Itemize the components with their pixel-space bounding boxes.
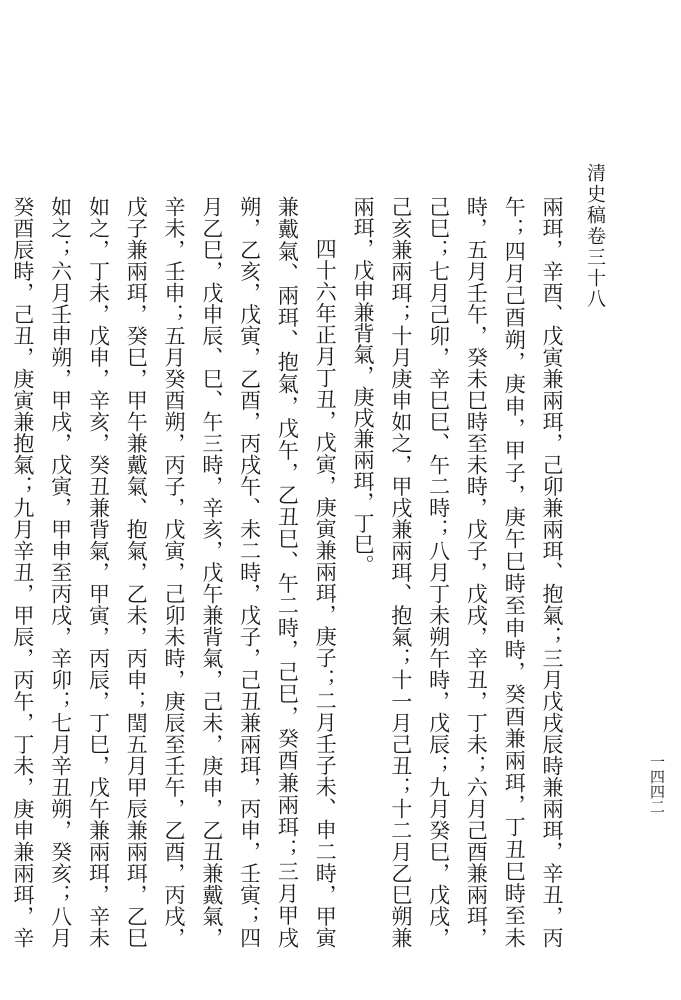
paragraph-continued: 兩珥，辛酉、戊寅兼兩珥，己卯兼兩珥、抱氣；三月戊戌辰時兼兩珥，辛丑，丙午；四月己酉朔，庚申，甲子，庚午巳時至申時，癸酉兼兩珥，丁丑巳時至未時，五月壬午，癸未巳時至未時，戊子，戊戌，辛丑，丁未；六月己酉兼兩珥，己巳；七月己卯，辛巳巳、午二時；八月丁未朔午時，戊辰；九月癸巳，戊戌，己亥兼兩珥；十月庚申如之，甲戌兼兩珥、抱氣；十一月己丑；十二月乙巳朔兼兩珥，戊申兼背氣，庚戌兼兩珥，丁巳。 — [351, 196, 564, 948]
paragraph-year-46: 四十六年正月丁丑，戊寅，庚寅兼兩珥，庚子；二月壬子未、申二時，甲寅兼戴氣、兩珥、抱氣，戊午，乙丑巳、午二時，己巳，癸酉兼兩珥；三月甲戌朔，乙亥，戊寅，乙酉，丙戌午、未二時，戊子，己丑兼兩珥，丙申，壬寅；四月乙巳，戊申辰、巳、午三時，辛亥，戊午兼背氣，己未，庚申，乙丑兼戴氣，辛未，壬申；五月癸酉朔，丙子，戊寅，己卯未時，庚辰至壬午，乙酉，丙戌，戊子兼兩珥，癸巳，甲午兼戴氣、抱氣，乙未，丙申；閏五月甲辰兼兩珥，乙巳如之，丁未，戊申，辛亥，癸丑兼背氣，甲寅，丙辰，丁巳，戊午兼兩珥，辛未如之；六月壬申朔，甲戌，戊寅，甲申至丙戌，辛卯；七月辛丑朔，癸亥；八月癸酉辰時，己丑，庚寅兼抱氣；九月辛丑，甲辰，丙午，丁未，庚申兼兩珥，辛 — [10, 196, 338, 948]
page-number: 一四四二 — [648, 754, 666, 814]
running-header-title: 清史稿卷三十八 — [584, 163, 606, 310]
main-text-block — [0, 196, 570, 948]
